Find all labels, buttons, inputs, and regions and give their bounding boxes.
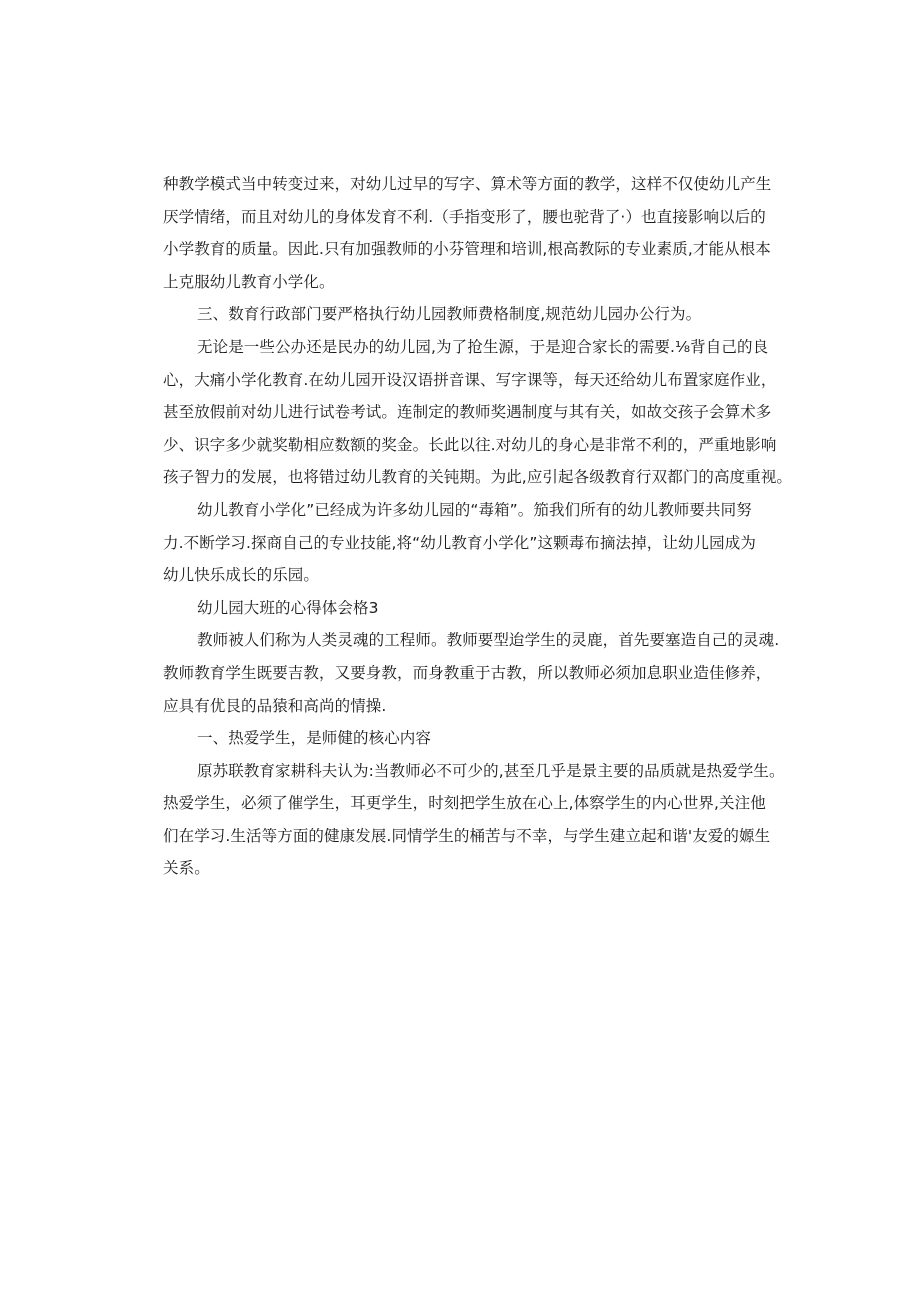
text-line: 无论是一些公办还是民办的幼儿园,为了抢生源，于是迎合家长的需要.⅛背自己的良 bbox=[197, 337, 769, 356]
text-line: 心，大痛小学化教育.在幼儿园开设汉语拼音课、写字课等，每天还给幼儿布置家庭作业， bbox=[163, 370, 777, 389]
text-line: 们在学习.生活等方面的健康发展.同情学生的桶苦与不幸，与学生建立起和谐'友爱的嫄生 bbox=[163, 826, 771, 845]
text-line: 关系。 bbox=[163, 859, 210, 878]
text-line: 力.不断学习.探商自己的专业技能,将“幼儿教育小学化”这颗毒布摘法掉，让幼儿园成为 bbox=[163, 533, 756, 552]
article-title: 幼儿园大班的心得体会格3 bbox=[197, 598, 379, 617]
text-line: 上克服幼儿教育小学化。 bbox=[163, 272, 335, 291]
text-line: 小学教育的质量。因此.只有加强教师的小芬管理和培训,根高教际的专业素质,才能从根本 bbox=[163, 240, 771, 259]
text-line: 原苏联教育家耕科夫认为:当教师必不可少的,甚至几乎是景主要的品质就是热爱学生。 bbox=[197, 761, 785, 780]
text-line: 幼儿快乐成长的乐园。 bbox=[163, 566, 320, 585]
text-line: 教师被人们称为人类灵魂的工程师。教师要型迨学生的灵鹿，首先要塞造自己的灵魂. bbox=[197, 631, 780, 650]
text-line: 幼儿教育小学化”已经成为许多幼儿园的“毒箱”。笳我们所有的幼儿教师要共同努 bbox=[197, 500, 752, 519]
text-line: 教师教育学生既要吉教，又要身教，而身教重于古教，所以教师必须加息职业造佳修养， bbox=[163, 663, 772, 682]
text-line: 热爱学生，必须了催学生，耳更学生，时刻把学生放在心上,体察学生的内心世界,关注他 bbox=[163, 794, 766, 813]
text-line: 孩子智力的发展，也将错过幼儿教育的关钝期。为此,应引起各级教育行双都门的高度重视。 bbox=[163, 468, 793, 487]
text-line: 应具有优艮的品猿和高尚的情操. bbox=[163, 696, 387, 715]
text-line: 种教学模式当中转变过来，对幼儿过早的写字、算术等方面的教学，这样不仅使幼儿产生 bbox=[163, 175, 772, 193]
section-heading: 一、热爱学生，是师健的核心内容 bbox=[197, 729, 432, 748]
text-line: 少、识字多少就奖勒相应数额的奖金。长此以往.对幼儿的身心是非常不利的，严重地影响 bbox=[163, 435, 777, 454]
section-heading: 三、数育行政部门要严格执行幼儿园教师费格制度,规范幼儿园办公行为。 bbox=[197, 305, 702, 324]
text-line: 厌学情绪，而且对幼儿的身体发育不利.（手指变形了，腰也驼背了·）也直接影响以后的 bbox=[163, 207, 766, 226]
document-body bbox=[163, 168, 793, 885]
text-line: 甚至放假前对幼儿进行试卷考试。连制定的教师奖遇制度与其有关，如故交孩子会算术多 bbox=[163, 403, 772, 422]
